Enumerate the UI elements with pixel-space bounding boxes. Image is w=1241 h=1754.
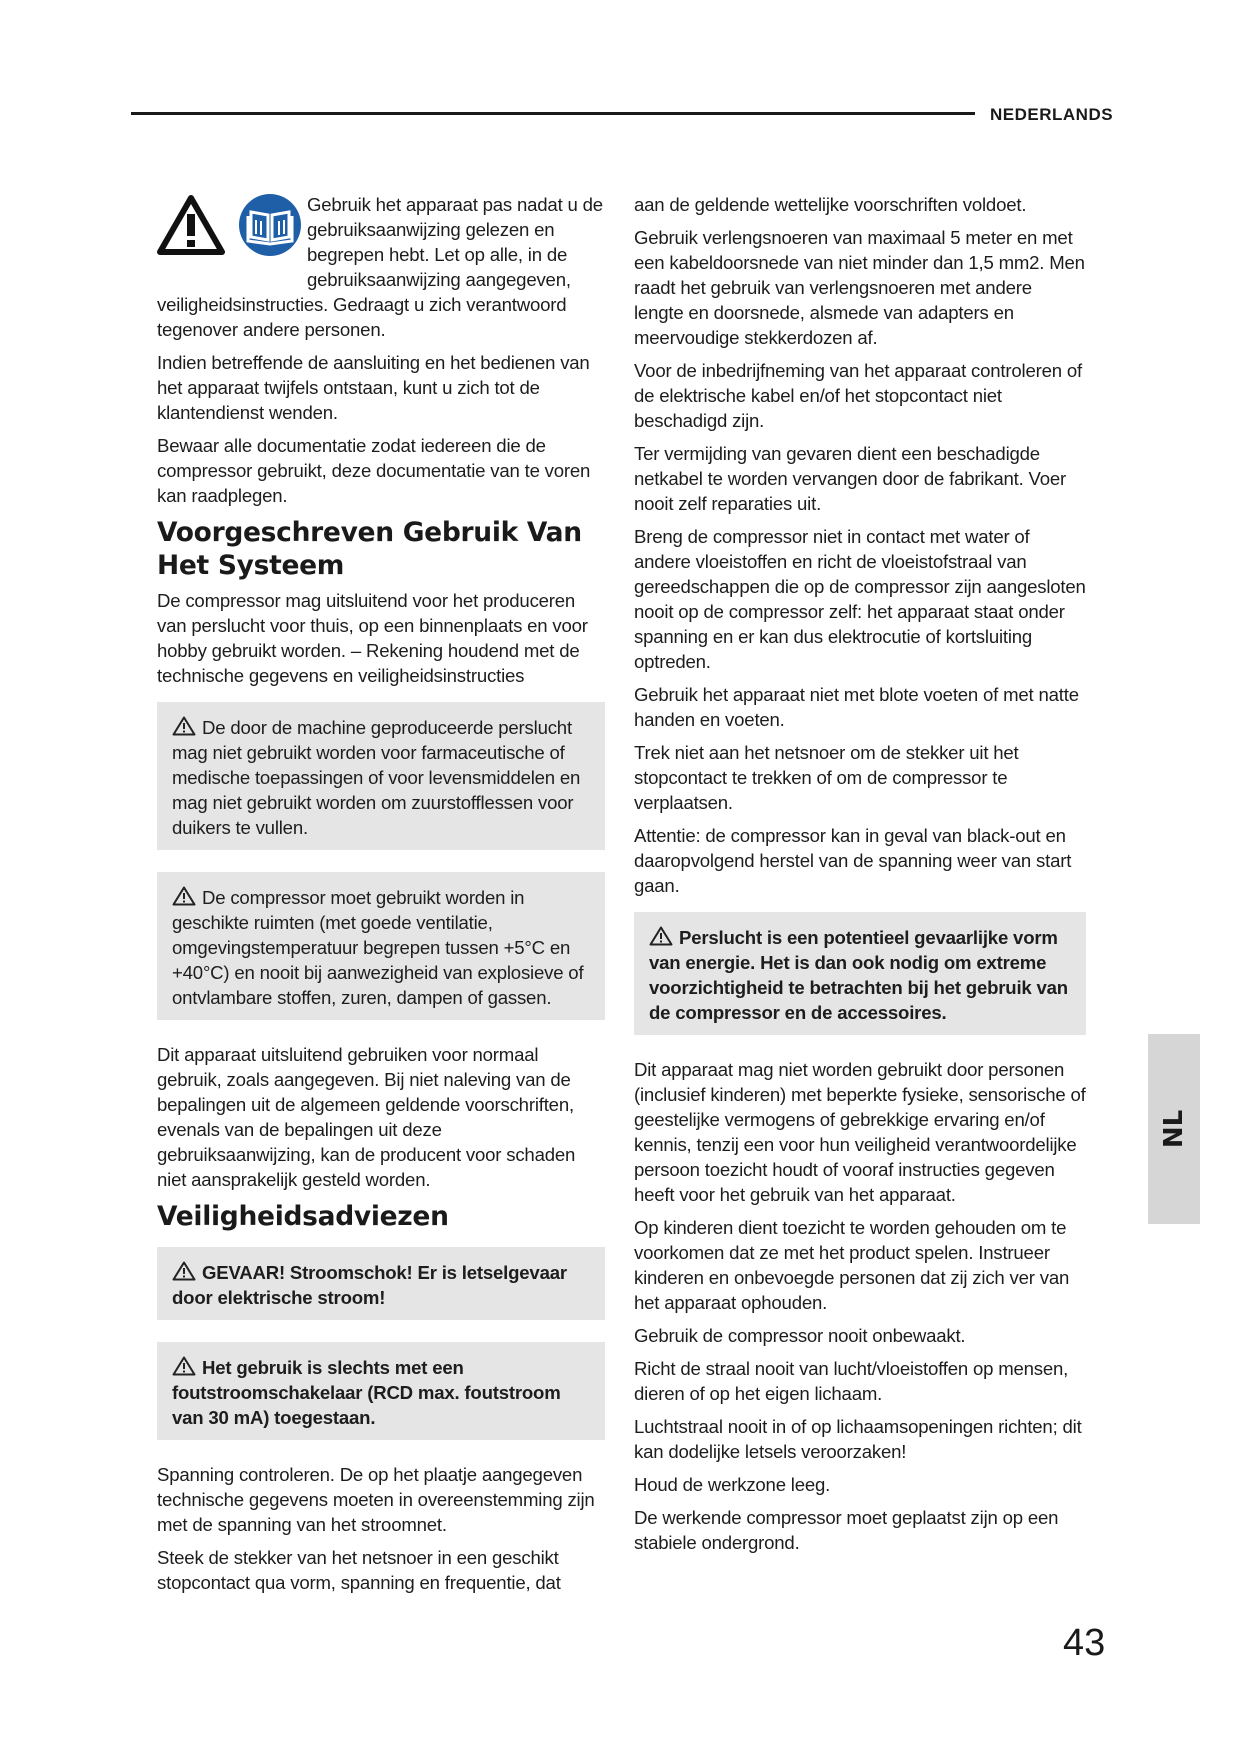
warning-icon	[157, 194, 225, 256]
danger-text: GEVAAR! Stroomschok! Er is letselgevaar door elektrische stroom!	[172, 1262, 567, 1308]
paragraph: Spanning controleren. De op het plaatje aangegeven technische gegevens moeten in overeenstemming zijn met de spanning van het stroomnet.	[157, 1464, 595, 1535]
danger-box	[157, 1247, 605, 1320]
warning-text: De door de machine geproduceerde perslucht mag niet gebruikt worden voor farmaceutische of medische toepassingen of voor levensmiddelen en mag niet gebruikt worden om zuurstofflessen voor duikers te vullen.	[172, 717, 581, 838]
read-manual-icon	[237, 192, 303, 258]
intro-paragraph: Gebruik het apparaat pas nadat u de gebruiksaanwijzing gelezen en begrepen hebt. Let op alle, in de gebruiksaanwijzing aangegeven, veiligheidsinstructies. Gedraagt u zich verantwoord tegenover andere personen.	[157, 194, 603, 340]
warning-text: Perslucht is een potentieel gevaarlijke vorm van energie. Het is dan ook nodig om extreme voorzichtigheid te betrachten bij het gebruik van de compressor en de accessoires.	[649, 927, 1068, 1023]
warning-icon	[172, 1356, 196, 1376]
paragraph: Breng de compressor niet in contact met water of andere vloeistoffen en richt de vloeistofstraal van gereedschappen die op de compressor zijn aangesloten nooit op de compressor zelf: het apparaat staat onder spanning en er kan dus elektrocutie of kortsluiting optreden.	[634, 526, 1086, 672]
language-label: NEDERLANDS	[990, 105, 1114, 124]
warning-text: Het gebruik is slechts met een foutstroomschakelaar (RCD max. foutstroom van 30 mA) toegestaan.	[172, 1357, 561, 1428]
paragraph: Dit apparaat mag niet worden gebruikt door personen (inclusief kinderen) met beperkte fysieke, sensorische of geestelijke vermogens of gebrekkige ervaring en/of kennis, tenzij een voor hun veiligheid verantwoordelijke persoon toezicht houdt of vooraf instructies gegeven heeft voor het gebruik van het apparaat.	[634, 1059, 1086, 1205]
warning-text: De compressor moet gebruikt worden in geschikte ruimten (met goede ventilatie, omgevingstemperatuur begrepen tussen +5°C en +40°C) en nooit bij aanwezigheid van explosieve of ontvlambare stoffen, zuren, dampen of gassen.	[172, 887, 584, 1008]
paragraph: Op kinderen dient toezicht te worden gehouden om te voorkomen dat ze met het product spelen. Instrueer kinderen en onbevoegde personen dat zij zich ver van het apparaat ophouden.	[634, 1217, 1070, 1313]
paragraph: Indien betreffende de aansluiting en het bedienen van het apparaat twijfels ontstaan, kunt u zich tot de klantendienst wenden.	[157, 352, 590, 423]
section-heading-safety: Veiligheidsadviezen	[157, 1201, 449, 1232]
warning-icon	[172, 1261, 196, 1281]
paragraph: Trek niet aan het netsnoer om de stekker uit het stopcontact te trekken of om de compressor te verplaatsen.	[634, 742, 1019, 813]
warning-box	[157, 702, 605, 850]
warning-icon	[172, 716, 196, 736]
paragraph: Dit apparaat uitsluitend gebruiken voor normaal gebruik, zoals aangegeven. Bij niet naleving van de bepalingen uit de algemeen geldende voorschriften, evenals van de bepalingen uit deze gebruiksaanwijzing, kan de producent voor schaden niet aansprakelijk gesteld worden.	[157, 1044, 576, 1190]
header-rule	[131, 112, 975, 115]
paragraph: Houd de werkzone leeg.	[634, 1474, 831, 1495]
warning-box	[634, 912, 1086, 1035]
intro-block	[157, 192, 605, 350]
paragraph: Voor de inbedrijfneming van het apparaat controleren of de elektrische kabel en/of het stopcontact niet beschadigd zijn.	[634, 360, 1082, 431]
warning-box	[157, 1342, 605, 1440]
paragraph: Bewaar alle documentatie zodat iedereen die de compressor gebruikt, deze documentatie van te voren kan raadplegen.	[157, 435, 591, 506]
paragraph: Luchtstraal nooit in of op lichaamsopeningen richten; dit kan dodelijke letsels veroorzaken!	[634, 1416, 1082, 1462]
warning-icon	[649, 926, 673, 946]
paragraph: Gebruik het apparaat niet met blote voeten of met natte handen en voeten.	[634, 684, 1079, 730]
section-heading-intended-use: Voorgeschreven Gebruik Van Het Systeem	[157, 517, 582, 581]
page-number: 43	[1063, 1622, 1106, 1664]
paragraph: Ter vermijding van gevaren dient een beschadigde netkabel te worden vervangen door de fabrikant. Voer nooit zelf reparaties uit.	[634, 443, 1067, 514]
paragraph: De compressor mag uitsluitend voor het produceren van perslucht voor thuis, op een binnenplaats en voor hobby gebruikt worden. – Rekening houdend met de technische gegevens en veiligheidsinstructies	[157, 590, 588, 686]
right-column	[634, 192, 1086, 1563]
paragraph: De werkende compressor moet geplaatst zijn op een stabiele ondergrond.	[634, 1507, 1059, 1553]
paragraph: Richt de straal nooit van lucht/vloeistoffen op mensen, dieren of op het eigen lichaam.	[634, 1358, 1069, 1404]
intro-icons	[157, 192, 307, 268]
paragraph: Gebruik de compressor nooit onbewaakt.	[634, 1325, 966, 1346]
language-side-tab	[1148, 1034, 1200, 1224]
paragraph: Gebruik verlengsnoeren van maximaal 5 meter en met een kabeldoorsnede van niet minder dan 1,5 mm2. Men raadt het gebruik van verlengsnoeren met andere lengte en doorsnede, alsmede van adapters en meervoudige stekkerdozen af.	[634, 227, 1085, 348]
warning-icon	[172, 886, 196, 906]
paragraph: aan de geldende wettelijke voorschriften voldoet.	[634, 194, 1027, 215]
paragraph: Attentie: de compressor kan in geval van black-out en daaropvolgend herstel van de spanning weer van start gaan.	[634, 825, 1072, 896]
warning-box	[157, 872, 605, 1020]
paragraph: Steek de stekker van het netsnoer in een geschikt stopcontact qua vorm, spanning en frequentie, dat	[157, 1547, 561, 1593]
left-column	[157, 192, 605, 1603]
side-tab-label: NL	[1159, 1109, 1189, 1149]
